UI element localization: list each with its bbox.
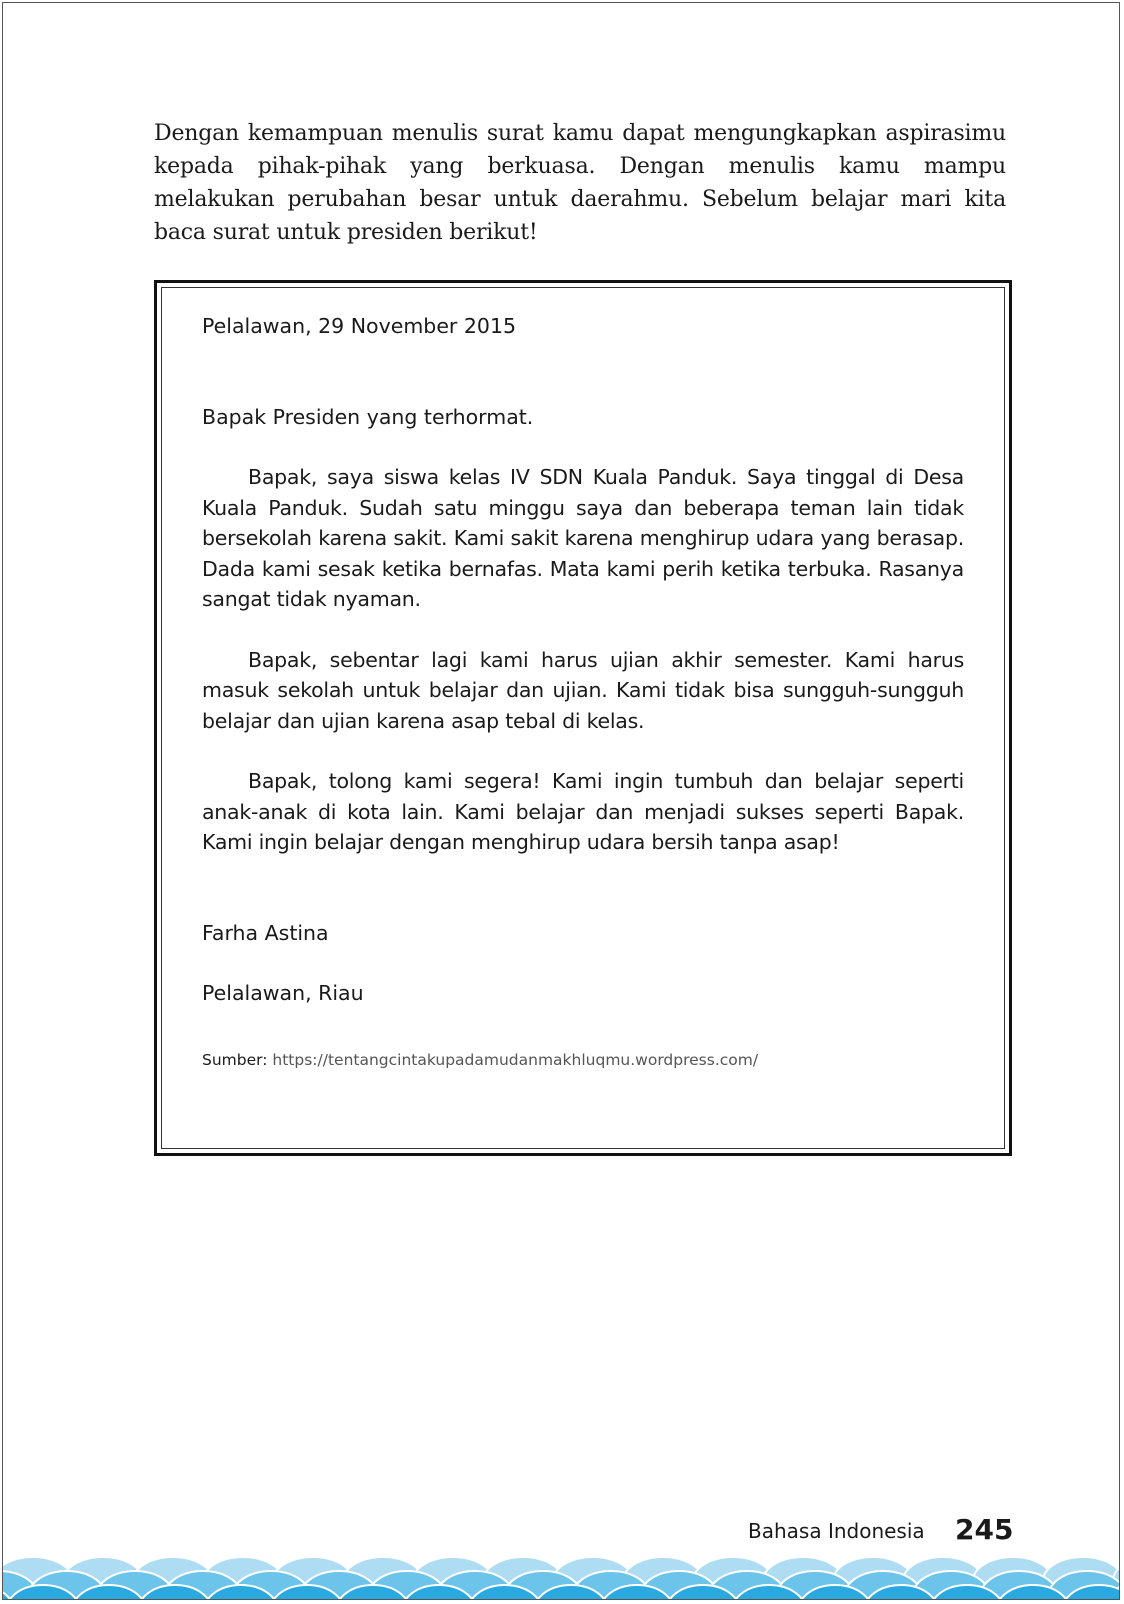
letter-date: Pelalawan, 29 November 2015 (202, 314, 517, 338)
letter-place: Pelalawan, Riau (202, 981, 364, 1005)
letter-content (202, 311, 964, 1071)
letter-box (154, 280, 1012, 1156)
letter-paragraph-1: Bapak, saya siswa kelas IV SDN Kuala Panduk. Saya tinggal di Desa Kuala Panduk. Sudah satu minggu saya dan beberapa teman lain tidak bersekolah karena sakit. Kami sakit karena menghirup udara yang berasap. Dada kami sesak ketika bernafas. Mata kami perih ketika terbuka. Rasanya sangat tidak nyaman. (202, 465, 964, 611)
intro-paragraph: Dengan kemampuan menulis surat kamu dapat mengungkapkan aspirasimu kepada pihak-pihak yang berkuasa. Dengan menulis kamu mampu melakukan perubahan besar untuk daerahmu. Sebelum belajar mari kita baca surat untuk presiden berikut! (154, 121, 1006, 245)
source-label: Sumber: (202, 1050, 268, 1069)
letter-paragraph-2: Bapak, sebentar lagi kami harus ujian akhir semester. Kami harus masuk sekolah untuk belajar dan ujian. Kami tidak bisa sungguh-sungguh belajar dan ujian karena asap tebal di kelas. (202, 647, 964, 733)
footer-subject: Bahasa Indonesia (748, 1519, 925, 1543)
wave-decoration (3, 1539, 1120, 1599)
letter-paragraph-3: Bapak, tolong kami segera! Kami ingin tumbuh dan belajar seperti anak-anak di kota lain. Kami belajar dan menjadi sukses seperti Bapak. Kami ingin belajar dengan menghirup udara bersih tanpa asap! (202, 769, 964, 854)
letter-source (202, 1049, 964, 1071)
page-number: 245 (955, 1513, 1014, 1546)
letter-signature: Farha Astina (202, 920, 329, 945)
book-page (2, 2, 1120, 1600)
letter-salutation: Bapak Presiden yang terhormat. (202, 404, 534, 429)
source-url: https://tentangcintakupadamudanmakhluqmu.wordpress.com/ (272, 1050, 759, 1069)
